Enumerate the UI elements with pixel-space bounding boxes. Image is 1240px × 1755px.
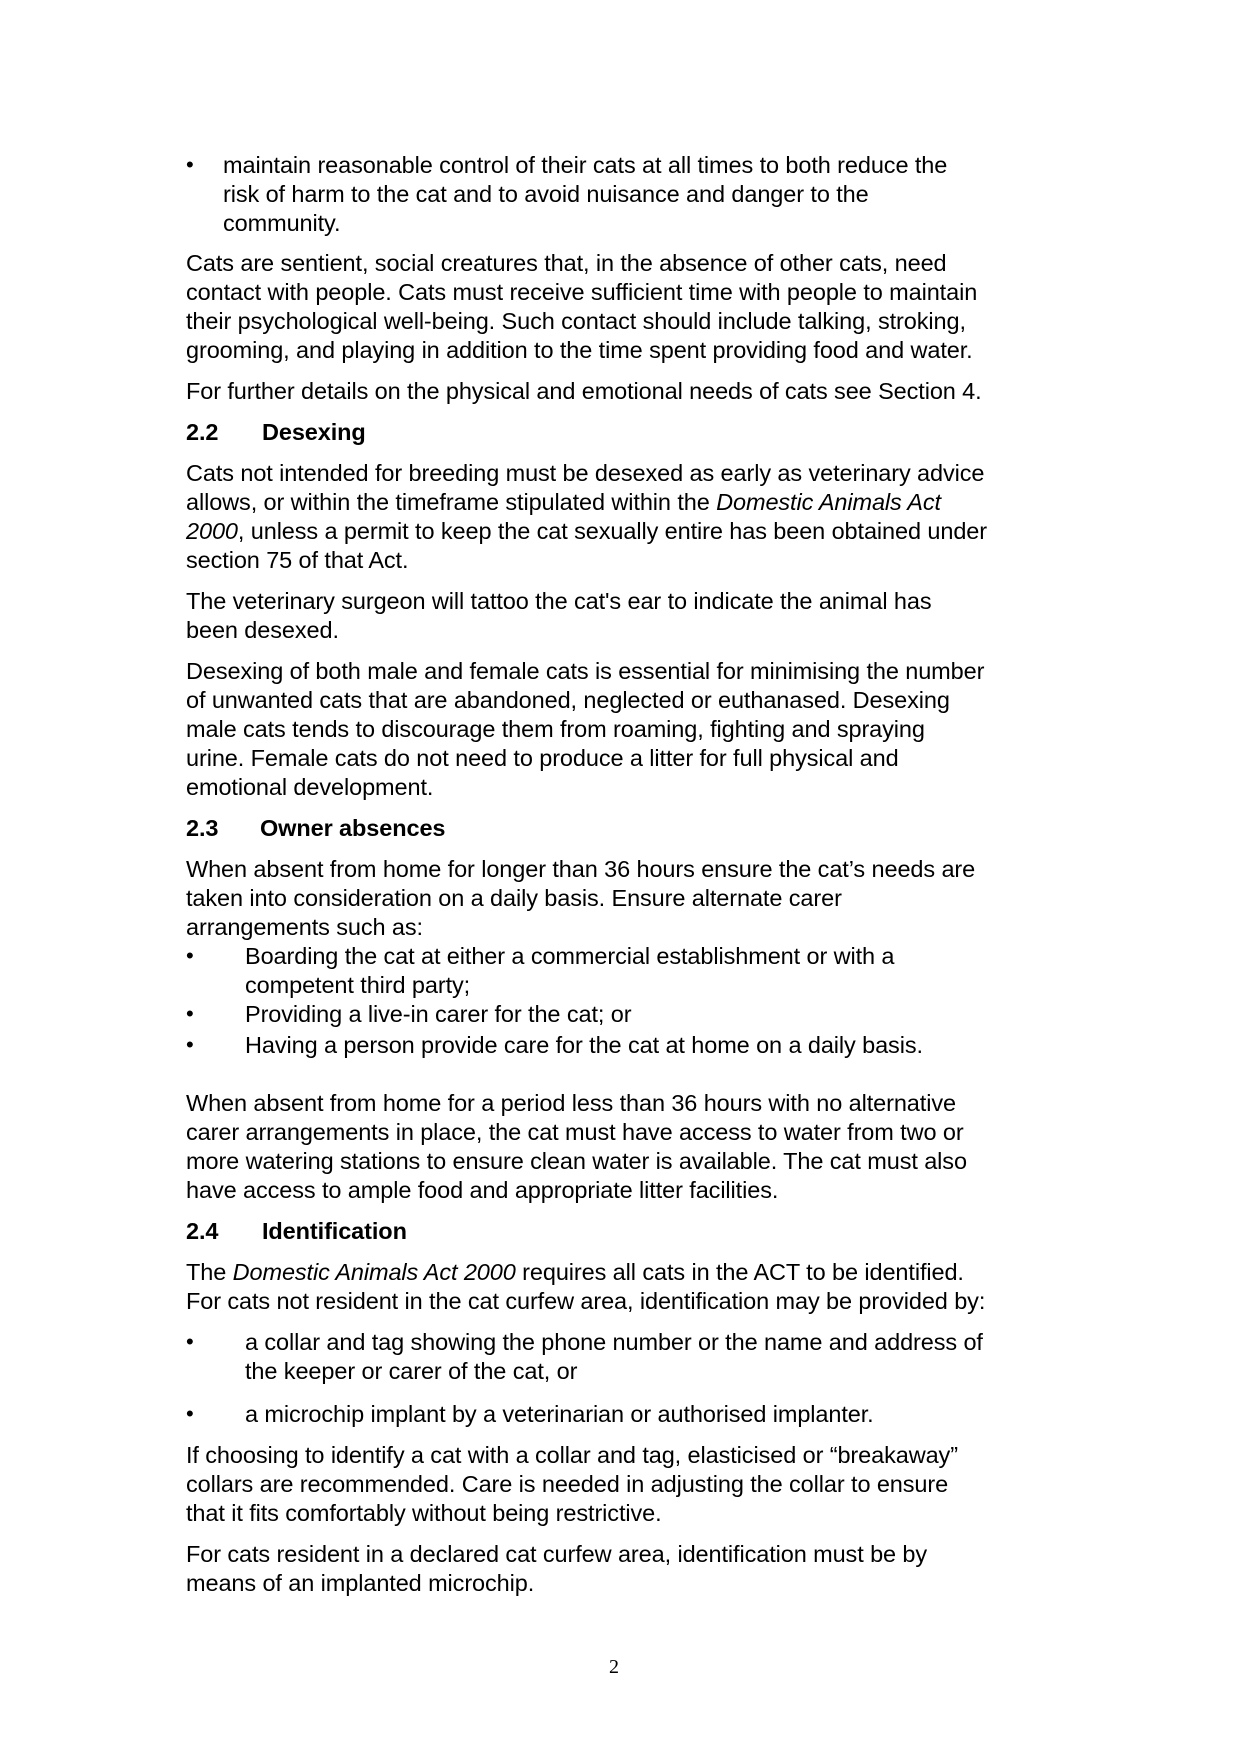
desexing-para3-line-5: emotional development. — [186, 774, 434, 800]
identification-bullet-1-line-1: a collar and tag showing the phone number or the name and address of — [245, 1329, 983, 1355]
absences-para2-line-4: have access to ample food and appropriate litter facilities. — [186, 1177, 779, 1203]
identification-bullet-1-line-2: the keeper or carer of the cat, or — [245, 1358, 578, 1384]
absences-para1-line-2: taken into consideration on a daily basis. Ensure alternate carer — [186, 885, 842, 911]
desexing-para3-line-1: Desexing of both male and female cats is essential for minimising the number — [186, 658, 985, 684]
section-number: 2.4 — [186, 1218, 219, 1244]
absences-para2-line-2: carer arrangements in place, the cat must have access to water from two or — [186, 1119, 964, 1145]
para-further-details: For further details on the physical and emotional needs of cats see Section 4. — [186, 378, 982, 404]
desexing-para3-line-2: of unwanted cats that are abandoned, neglected or euthanased. Desexing — [186, 687, 950, 713]
text: allows, or within the timeframe stipulated within the — [186, 489, 717, 515]
desexing-para2-line-1: The veterinary surgeon will tattoo the cat's ear to indicate the animal has — [186, 588, 932, 614]
absences-para2-line-1: When absent from home for a period less than 36 hours with no alternative — [186, 1090, 956, 1116]
bullet-icon: • — [186, 152, 194, 177]
top-bullet-line-2: risk of harm to the cat and to avoid nuisance and danger to the — [223, 181, 869, 207]
act-title: Domestic Animals Act 2000 — [232, 1259, 516, 1285]
identification-para2-line-1: If choosing to identify a cat with a collar and tag, elasticised or “breakaway” — [186, 1442, 958, 1468]
desexing-para1-line-2 — [186, 489, 941, 516]
absences-bullet-2: Providing a live-in carer for the cat; or — [245, 1001, 632, 1027]
act-year: 2000 — [186, 518, 238, 544]
absences-bullet-1-line-1: Boarding the cat at either a commercial establishment or with a — [245, 943, 895, 969]
absences-bullet-1-line-2: competent third party; — [245, 972, 471, 998]
text: The — [186, 1259, 233, 1285]
para-sentient-line-3: their psychological well-being. Such contact should include talking, stroking, — [186, 308, 966, 334]
identification-bullet-2: a microchip implant by a veterinarian or authorised implanter. — [245, 1401, 874, 1427]
text: , unless a permit to keep the cat sexually entire has been obtained under — [237, 518, 987, 544]
desexing-para1-line-1: Cats not intended for breeding must be desexed as early as veterinary advice — [186, 460, 985, 486]
para-sentient-line-2: contact with people. Cats must receive sufficient time with people to maintain — [186, 279, 978, 305]
absences-para2-line-3: more watering stations to ensure clean water is available. The cat must also — [186, 1148, 967, 1174]
desexing-para3-line-4: urine. Female cats do not need to produce a litter for full physical and — [186, 745, 899, 771]
identification-para1-line-1 — [186, 1259, 964, 1286]
section-number: 2.3 — [186, 815, 219, 841]
para-sentient-line-4: grooming, and playing in addition to the time spent providing food and water. — [186, 337, 973, 363]
section-heading-identification: Identification — [262, 1218, 407, 1244]
bullet-icon: • — [186, 1401, 194, 1426]
identification-para2-line-2: collars are recommended. Care is needed in adjusting the collar to ensure — [186, 1471, 949, 1497]
identification-para3-line-2: means of an implanted microchip. — [186, 1570, 535, 1596]
section-heading-owner-absences: Owner absences — [260, 815, 446, 841]
absences-bullet-3: Having a person provide care for the cat at home on a daily basis. — [245, 1032, 923, 1058]
para-sentient-line-1: Cats are sentient, social creatures that, in the absence of other cats, need — [186, 250, 947, 276]
bullet-icon: • — [186, 1001, 194, 1026]
top-bullet-line-3: community. — [223, 210, 341, 236]
desexing-para2-line-2: been desexed. — [186, 617, 339, 643]
identification-para2-line-3: that it fits comfortably without being restrictive. — [186, 1500, 662, 1526]
page-number: 2 — [609, 1656, 619, 1678]
section-heading-desexing: Desexing — [262, 419, 366, 445]
bullet-icon: • — [186, 1329, 194, 1354]
top-bullet-line-1: maintain reasonable control of their cats at all times to both reduce the — [223, 152, 948, 178]
desexing-para3-line-3: male cats tends to discourage them from roaming, fighting and spraying — [186, 716, 925, 742]
bullet-icon: • — [186, 943, 194, 968]
identification-para1-line-2: For cats not resident in the cat curfew area, identification may be provided by: — [186, 1288, 986, 1314]
absences-para1-line-1: When absent from home for longer than 36 hours ensure the cat’s needs are — [186, 856, 976, 882]
section-number: 2.2 — [186, 419, 219, 445]
bullet-icon: • — [186, 1032, 194, 1057]
desexing-para1-line-3 — [186, 518, 987, 545]
text: requires all cats in the ACT to be identified. — [515, 1259, 964, 1285]
desexing-para1-line-4: section 75 of that Act. — [186, 547, 409, 573]
identification-para3-line-1: For cats resident in a declared cat curfew area, identification must be by — [186, 1541, 928, 1567]
act-title: Domestic Animals Act — [716, 489, 941, 515]
absences-para1-line-3: arrangements such as: — [186, 914, 423, 940]
